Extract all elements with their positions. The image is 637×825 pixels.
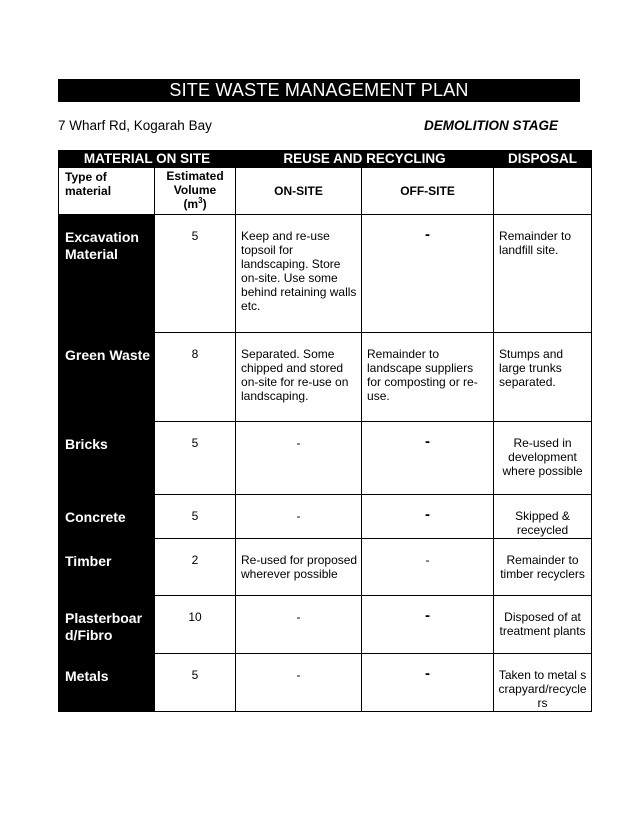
row-material: Excavation Material [59,215,155,333]
table-row [59,539,592,596]
row-off-site: - [362,654,494,712]
row-on-site: Keep and re-use topsoil for landscaping. Store on-site. Use some behind retaining walls etc. [236,215,362,333]
row-volume: 10 [155,596,236,654]
subheader-volume [155,168,236,215]
subheader-off-site: OFF-SITE [362,168,494,215]
table-row [59,495,592,539]
row-volume: 5 [155,422,236,495]
row-material: Bricks [59,422,155,495]
row-disposal: Disposed of at treatment plants [494,596,592,654]
row-material-text: Plasterboard/Fibro [65,610,143,643]
header-disposal: DISPOSAL [494,151,592,168]
row-disposal [494,654,592,712]
table-row [59,654,592,712]
row-disposal-text: Taken to metal scrapyard/recyclers [498,668,587,710]
table-row [59,215,592,333]
row-volume: 5 [155,215,236,333]
subheader-volume-close: ) [202,197,207,211]
row-on-site: Re-used for proposed wherever possible [236,539,362,596]
subheader-disposal [494,168,592,215]
table-row [59,333,592,422]
row-on-site: - [236,495,362,539]
row-material: Metals [59,654,155,712]
table-row [59,422,592,495]
row-off-site: - [362,596,494,654]
row-material [59,596,155,654]
table-row [59,596,592,654]
row-disposal: Skipped & receycled [494,495,592,539]
row-disposal: Stumps and large trunks separated. [494,333,592,422]
row-volume: 2 [155,539,236,596]
sub-header-row [59,168,592,215]
group-header-row [59,151,592,168]
waste-plan-table [58,150,592,712]
row-off-site: - [362,215,494,333]
row-off-site: Remainder to landscape suppliers for composting or re-use. [362,333,494,422]
subheader-type: Type of material [59,168,155,215]
page-title: SITE WASTE MANAGEMENT PLAN [58,79,580,102]
subheader-volume-line2: Volume [173,183,217,197]
subheader-volume-line1: Estimated [166,169,224,183]
header-reuse-recycling: REUSE AND RECYCLING [236,151,494,168]
subheader-volume-exp: 3 [198,196,203,205]
row-material: Green Waste [59,333,155,422]
row-off-site: - [362,495,494,539]
row-disposal: Remainder to timber recyclers [494,539,592,596]
row-on-site: - [236,596,362,654]
stage-label: DEMOLITION STAGE [424,118,558,133]
row-on-site: Separated. Some chipped and stored on-site for re-use on landscaping. [236,333,362,422]
subheader-volume-unit: (m [183,197,199,211]
row-volume: 5 [155,654,236,712]
row-material: Timber [59,539,155,596]
site-address: 7 Wharf Rd, Kogarah Bay [58,118,212,133]
row-volume: 8 [155,333,236,422]
row-disposal: Re-used in development where possible [494,422,592,495]
header-material-on-site: MATERIAL ON SITE [59,151,236,168]
row-off-site: - [362,422,494,495]
row-on-site: - [236,654,362,712]
row-off-site: - [362,539,494,596]
row-volume: 5 [155,495,236,539]
row-on-site: - [236,422,362,495]
row-material: Concrete [59,495,155,539]
subheader-on-site: ON-SITE [236,168,362,215]
row-disposal: Remainder to landfill site. [494,215,592,333]
